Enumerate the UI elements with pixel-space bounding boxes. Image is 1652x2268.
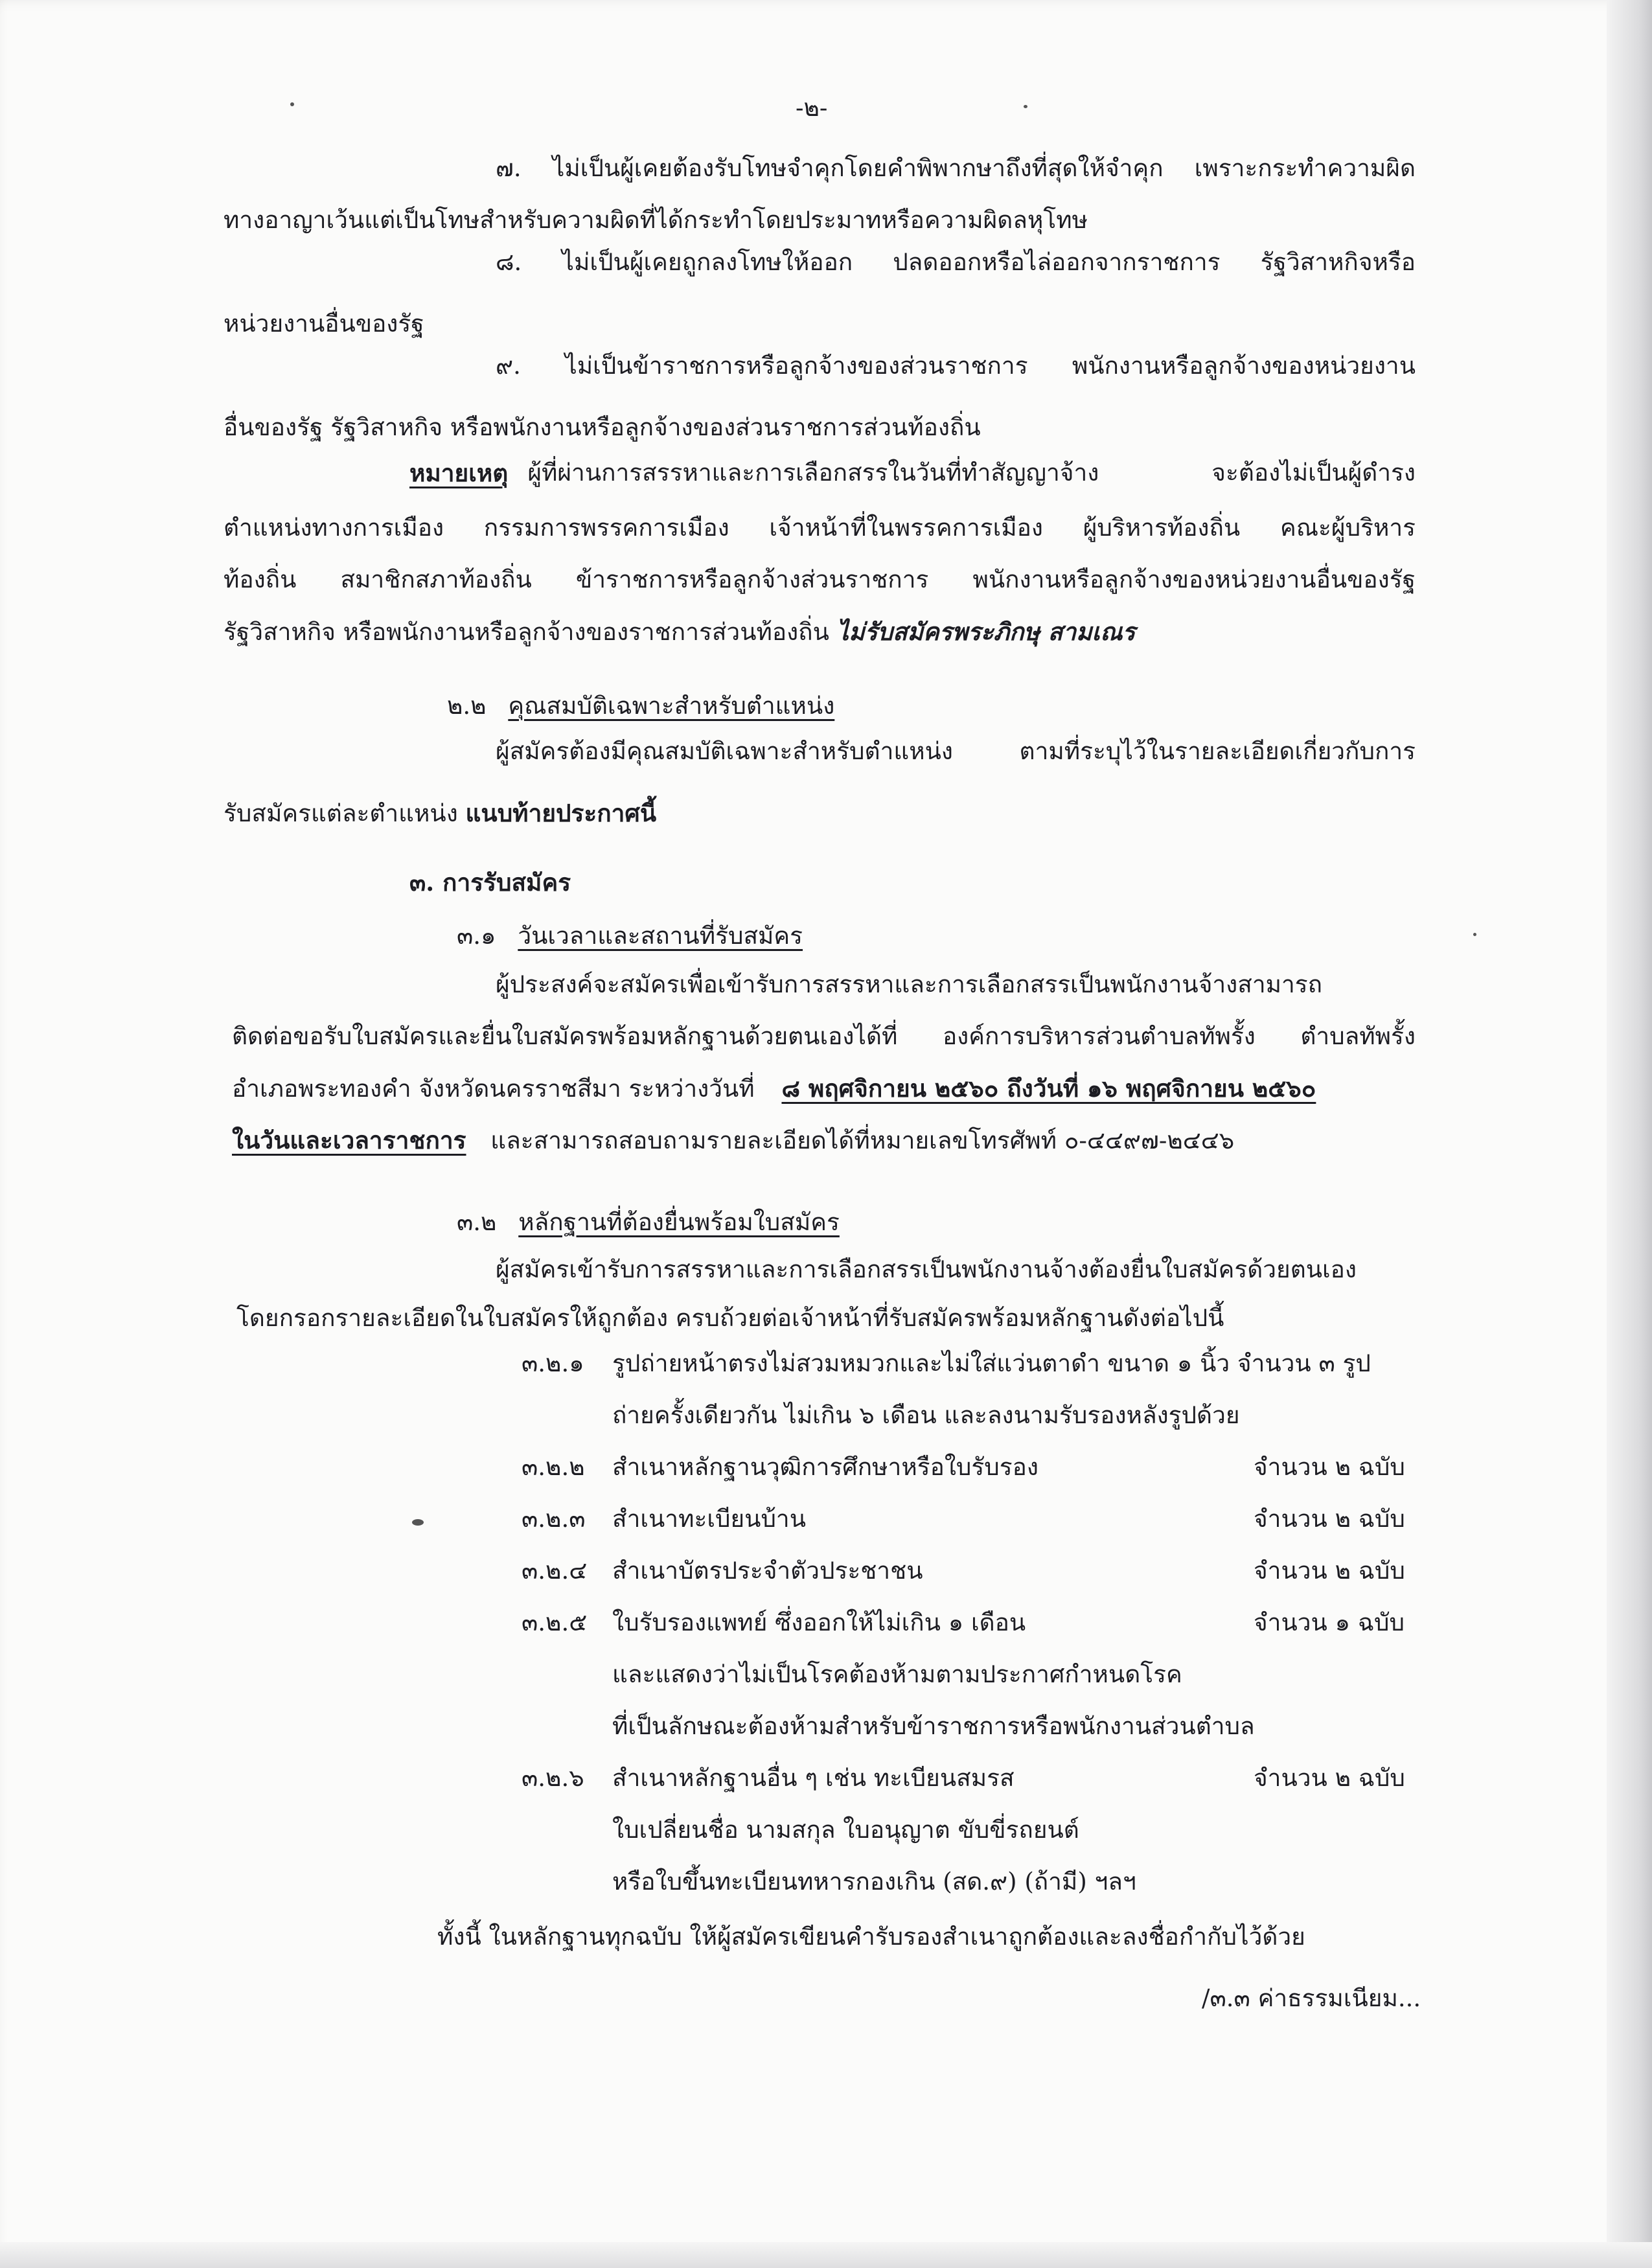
scan-speck: [412, 1519, 424, 1526]
phone-info: และสามารถสอบถามรายละเอียดได้ที่หมายเลขโทรศัพท์ ๐-๔๔๙๗-๒๔๔๖: [490, 1127, 1235, 1154]
doc-number: ๓.๒.๒: [522, 1453, 585, 1481]
section-3-2-line-2: โดยกรอกรายละเอียดในใบสมัครให้ถูกต้อง ครบถ้วยต่อเจ้าหน้าที่รับสมัครพร้อมหลักฐานดังต่อไปนี้: [236, 1304, 1224, 1332]
section-3-2-title: หลักฐานที่ต้องยื่นพร้อมใบสมัคร: [518, 1208, 840, 1236]
item-8-line-1: ๘. ไม่เป็นผู้เคยถูกลงโทษให้ออก ปลดออกหรือไล่ออกจากราชการ รัฐวิสาหกิจหรือ: [496, 248, 1416, 276]
section-3-1-text-3: อำเภอพระทองคำ จังหวัดนครราชสีมา ระหว่างวันที่: [232, 1075, 755, 1103]
closing-statement: ทั้งนี้ ในหลักฐานทุกฉบับ ให้ผู้สมัครเขียนคำรับรองสำเนาถูกต้องและลงชื่อกำกับไว้ด้วย: [437, 1923, 1305, 1951]
office-hours: ในวันและเวลาราชการ: [232, 1126, 466, 1154]
doc-quantity: จำนวน ๑ ฉบับ: [1254, 1609, 1405, 1636]
doc-number: ๓.๒.๕: [522, 1609, 588, 1636]
section-3-1-line-3: [232, 1069, 1316, 1108]
page-edge-shadow: [1607, 0, 1652, 2268]
note-line-2: ตำแหน่งทางการเมือง กรรมการพรรคการเมือง เจ้าหน้าที่ในพรรคการเมือง ผู้บริหารท้องถิ่น คณะผู้บริหาร: [224, 514, 1416, 542]
doc-quantity: จำนวน ๒ ฉบับ: [1254, 1453, 1405, 1481]
section-2-2-line-2: [224, 794, 656, 833]
doc-text-continued: ที่เป็นลักษณะต้องห้ามสำหรับข้าราชการหรือพนักงานส่วนตำบล: [612, 1712, 1255, 1740]
section-2-2-attachment: แนบท้ายประกาศนี้: [465, 799, 657, 827]
section-3-2-line-1: ผู้สมัครเข้ารับการสรรหาและการเลือกสรรเป็นพนักงานจ้างต้องยื่นใบสมัครด้วยตนเอง: [496, 1255, 1357, 1283]
note-no-monks: ไม่รับสมัครพระภิกษุ สามเณร: [836, 617, 1136, 646]
doc-number: ๓.๒.๖: [522, 1764, 584, 1792]
section-2-2-text-2: รับสมัครแต่ละตำแหน่ง: [224, 799, 458, 827]
doc-number: ๓.๒.๑: [522, 1349, 584, 1377]
doc-text: รูปถ่ายหน้าตรงไม่สวมหมวกและไม่ใส่แว่นตาดำ ขนาด ๑ นิ้ว จำนวน ๓ รูป: [612, 1349, 1371, 1377]
doc-quantity: จำนวน ๒ ฉบับ: [1254, 1557, 1405, 1585]
section-3-1-title: วันเวลาและสถานที่รับสมัคร: [518, 922, 803, 950]
section-3-1-number: ๓.๑: [457, 922, 496, 950]
section-2-2-number: ๒.๒: [447, 692, 487, 720]
section-3-heading: ๓. การรับสมัคร: [409, 868, 571, 897]
doc-text: สำเนาบัตรประจำตัวประชาชน: [612, 1557, 923, 1585]
application-period: ๘ พฤศจิกายน ๒๕๖๐ ถึงวันที่ ๑๖ พฤศจิกายน ๒๕๖๐: [781, 1074, 1316, 1103]
doc-number: ๓.๒.๓: [522, 1505, 586, 1533]
doc-text-continued: ใบเปลี่ยนชื่อ นามสกุล ใบอนุญาต ขับขี่รถยนต์: [612, 1816, 1079, 1844]
doc-text-continued: และแสดงว่าไม่เป็นโรคต้องห้ามตามประกาศกำหนดโรค: [612, 1660, 1182, 1688]
note-line-3: ท้องถิ่น สมาชิกสภาท้องถิ่น ข้าราชการหรือลูกจ้างส่วนราชการ พนักงานหรือลูกจ้างของหน่วยงานอื่นของรัฐ: [224, 566, 1416, 593]
doc-quantity: จำนวน ๒ ฉบับ: [1254, 1505, 1405, 1533]
doc-text: สำเนาทะเบียนบ้าน: [612, 1505, 806, 1533]
scan-speck: [290, 102, 294, 106]
section-2-2-line-1: ผู้สมัครต้องมีคุณสมบัติเฉพาะสำหรับตำแหน่ง ตามที่ระบุไว้ในรายละเอียดเกี่ยวกับการ: [496, 737, 1416, 765]
scan-speck: [1024, 105, 1027, 108]
continuation-marker: /๓.๓ ค่าธรรมเนียม...: [1202, 1984, 1421, 2012]
item-8-line-2: หน่วยงานอื่นของรัฐ: [224, 310, 424, 338]
doc-text-continued: หรือใบขึ้นทะเบียนทหารกองเกิน (สด.๙) (ถ้ามี) ฯลฯ: [612, 1868, 1136, 1896]
doc-number: ๓.๒.๔: [522, 1557, 588, 1585]
section-3-1-line-1: ผู้ประสงค์จะสมัครเพื่อเข้ารับการสรรหาและการเลือกสรรเป็นพนักงานจ้างสามารถ: [496, 970, 1323, 998]
doc-text: ใบรับรองแพทย์ ซึ่งออกให้ไม่เกิน ๑ เดือน: [612, 1609, 1026, 1636]
item-7-line-1: ๗. ไม่เป็นผู้เคยต้องรับโทษจำคุกโดยคำพิพากษาถึงที่สุดให้จำคุก เพราะกระทำความผิด: [496, 154, 1416, 182]
scan-speck: [1473, 933, 1476, 936]
section-2-2-heading: [447, 687, 834, 726]
doc-quantity: จำนวน ๒ ฉบับ: [1254, 1764, 1405, 1792]
note-label: หมายเหตุ: [409, 459, 509, 487]
section-3-1-line-4: [232, 1121, 1234, 1160]
section-3-1-heading: [457, 917, 803, 956]
item-7-line-2: ทางอาญาเว้นแต่เป็นโทษสำหรับความผิดที่ได้กระทำโดยประมาทหรือความผิดลหุโทษ: [224, 206, 1088, 234]
item-9-line-1: ๙. ไม่เป็นข้าราชการหรือลูกจ้างของส่วนราชการ พนักงานหรือลูกจ้างของหน่วยงาน: [496, 352, 1416, 380]
note-text-1: ผู้ที่ผ่านการสรรหาและการเลือกสรรในวันที่ทำสัญญาจ้าง จะต้องไม่เป็นผู้ดำรง: [527, 459, 1416, 487]
doc-text: สำเนาหลักฐานวุฒิการศึกษาหรือใบรับรอง: [612, 1453, 1038, 1481]
doc-text: สำเนาหลักฐานอื่น ๆ เช่น ทะเบียนสมรส: [612, 1764, 1015, 1792]
item-9-line-2: อื่นของรัฐ รัฐวิสาหกิจ หรือพนักงานหรือลูกจ้างของส่วนราชการส่วนท้องถิ่น: [224, 413, 981, 441]
section-3-1-line-2: ติดต่อขอรับใบสมัครและยื่นใบสมัครพร้อมหลักฐานด้วยตนเองได้ที่ องค์การบริหารส่วนตำบลทัพรั้ง ตำบลทัพรั้ง: [232, 1022, 1416, 1050]
section-2-2-title: คุณสมบัติเฉพาะสำหรับตำแหน่ง: [508, 692, 835, 720]
page-number: -๒-: [796, 94, 828, 122]
section-3-2-heading: [457, 1203, 840, 1242]
note-line-4: [224, 612, 1135, 652]
section-3-2-number: ๓.๒: [457, 1208, 497, 1236]
doc-text-continued: ถ่ายครั้งเดียวกัน ไม่เกิน ๖ เดือน และลงนามรับรองหลังรูปด้วย: [612, 1401, 1240, 1429]
note-line-1: [409, 453, 1416, 492]
note-text-4: รัฐวิสาหกิจ หรือพนักงานหรือลูกจ้างของราชการส่วนท้องถิ่น: [224, 618, 829, 646]
page-bottom-edge: [0, 2242, 1652, 2268]
